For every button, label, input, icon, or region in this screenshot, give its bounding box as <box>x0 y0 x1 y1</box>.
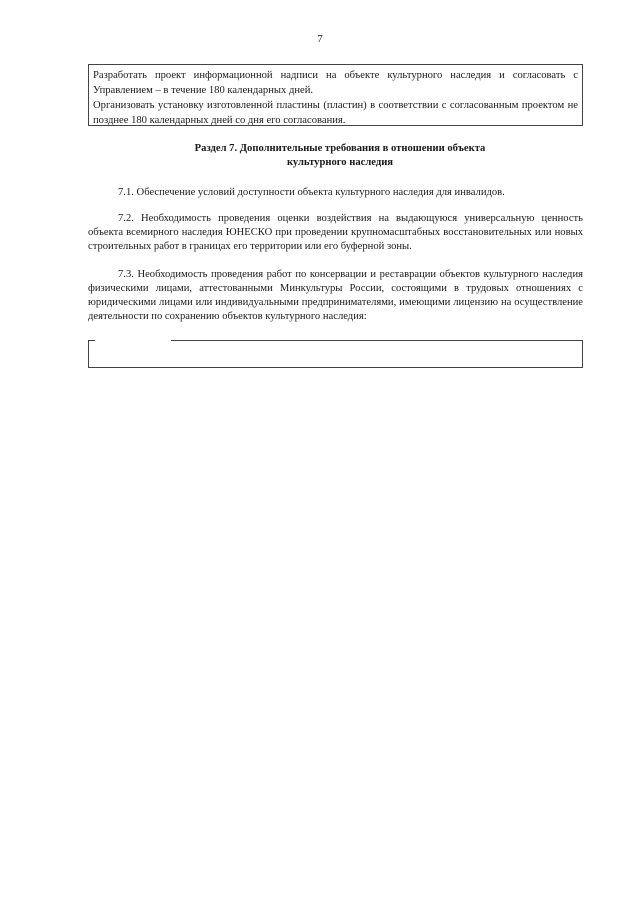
box-top-left-rule <box>89 340 95 341</box>
page-number: 7 <box>317 33 323 45</box>
paragraph-7-3: 7.3. Необходимость проведения работ по консервации и реставрации объектов культурного наследия физическими лицами, аттестованными Минкультуры России, состоящими в трудовых отношениях с юридическими лицами или индивидуальными предпринимателями, имеющими лицензию на осуществление деятельности по сохранению объектов культурного наследия: <box>88 269 583 322</box>
section-heading-line-2: культурного наследия <box>286 157 394 168</box>
empty-table-box <box>88 340 583 368</box>
box-top-rule <box>171 340 582 341</box>
information-inscription-box <box>88 64 583 126</box>
paragraph-7-2: 7.2. Необходимость проведения оценки воздействия на выдающуюся универсальную ценность объекта всемирного наследия ЮНЕСКО при проведении крупномасштабных восстановительных или новых строительных работ в границах его территории или его буферной зоны. <box>88 213 583 252</box>
plate-installation-paragraph: Организовать установку изготовленной пластины (пластин) в соответствии с согласованным проектом не позднее 180 календарных дней со дня его согласования. <box>93 100 578 126</box>
section-heading-line-1: Раздел 7. Дополнительные требования в отношении объекта <box>194 143 486 154</box>
section-7-heading <box>150 142 530 170</box>
paragraph-7-1: 7.1. Обеспечение условий доступности объекта культурного наследия для инвалидов. <box>118 187 505 198</box>
inscription-project-paragraph: Разработать проект информационной надписи на объекте культурного наследия и согласовать с Управлением – в течение 180 календарных дней. <box>93 70 578 96</box>
